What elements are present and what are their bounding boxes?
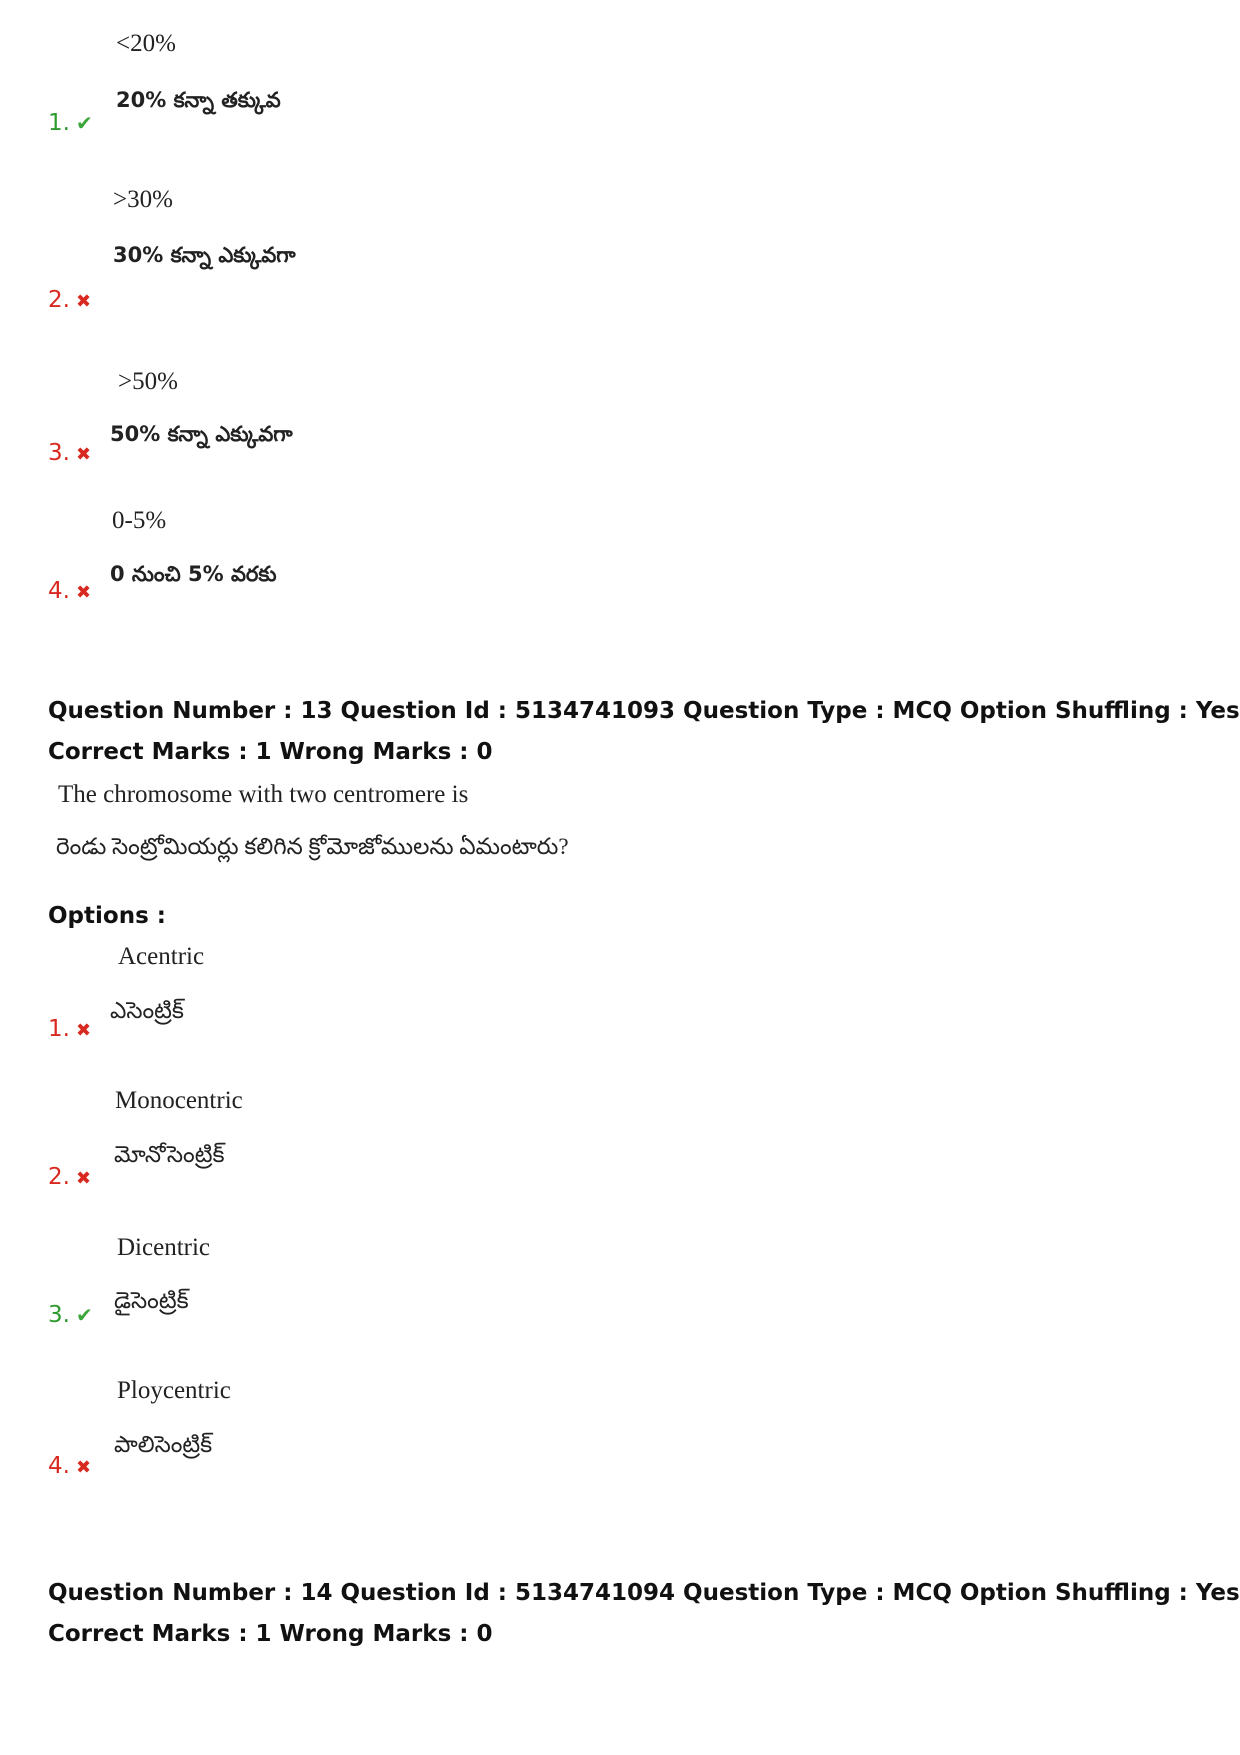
- check-icon: ✔: [75, 1303, 93, 1327]
- option-3-english: >50%: [118, 368, 178, 395]
- option-1-number: 1. ✔: [48, 110, 93, 136]
- option-3-telugu: 50% కన్నా ఎక్కువగా: [110, 422, 293, 446]
- option-4-telugu: 0 నుంచి 5% వరకు: [110, 562, 277, 586]
- q13-option-2-english: Monocentric: [115, 1087, 243, 1114]
- option-2-telugu: 30% కన్నా ఎక్కువగా: [113, 243, 296, 267]
- question-13-marks: Correct Marks : 1 Wrong Marks : 0: [48, 739, 493, 765]
- q13-option-3-number: 3. ✔: [48, 1302, 93, 1328]
- q13-option-3-telugu: డైసెంట్రిక్: [114, 1288, 189, 1313]
- options-label: Options :: [48, 903, 166, 929]
- q13-option-2-number: 2. ✖: [48, 1164, 92, 1190]
- q13-option-1-number: 1. ✖: [48, 1016, 92, 1042]
- q13-option-1-english: Acentric: [118, 943, 205, 970]
- q13-option-4-telugu: పాలిసెంట్రిక్: [114, 1432, 213, 1457]
- cross-icon: ✖: [75, 444, 92, 465]
- q13-option-2-telugu: మోనోసెంట్రిక్: [114, 1142, 225, 1167]
- check-icon: ✔: [75, 111, 93, 135]
- question-13-text-telugu: రెండు సెంట్రోమియర్లు కలిగిన క్రోమోజోములను ఏమంటారు?: [56, 834, 569, 859]
- cross-icon: ✖: [75, 582, 92, 603]
- q13-option-1-telugu: ఎసెంట్రిక్: [110, 998, 184, 1023]
- question-13-text-english: The chromosome with two centromere is: [58, 781, 469, 808]
- cross-icon: ✖: [75, 1020, 92, 1041]
- cross-icon: ✖: [75, 1457, 92, 1478]
- option-2-number: 2. ✖: [48, 287, 92, 313]
- question-14-meta: Question Number : 14 Question Id : 5134741094 Question Type : MCQ Option Shuffling : Yes: [48, 1580, 1240, 1606]
- option-4-number: 4. ✖: [48, 578, 92, 604]
- option-4-english: 0-5%: [112, 507, 167, 534]
- cross-icon: ✖: [75, 291, 92, 312]
- option-1-english: <20%: [116, 30, 176, 57]
- question-14-marks: Correct Marks : 1 Wrong Marks : 0: [48, 1621, 493, 1647]
- q13-option-4-number: 4. ✖: [48, 1453, 92, 1479]
- option-1-telugu: 20% కన్నా తక్కువ: [116, 88, 281, 112]
- question-13-meta: Question Number : 13 Question Id : 5134741093 Question Type : MCQ Option Shuffling : Yes: [48, 698, 1240, 724]
- q13-option-4-english: Ploycentric: [117, 1377, 231, 1404]
- q13-option-3-english: Dicentric: [117, 1234, 211, 1261]
- option-3-number: 3. ✖: [48, 440, 92, 466]
- option-2-english: >30%: [113, 186, 173, 213]
- cross-icon: ✖: [75, 1168, 92, 1189]
